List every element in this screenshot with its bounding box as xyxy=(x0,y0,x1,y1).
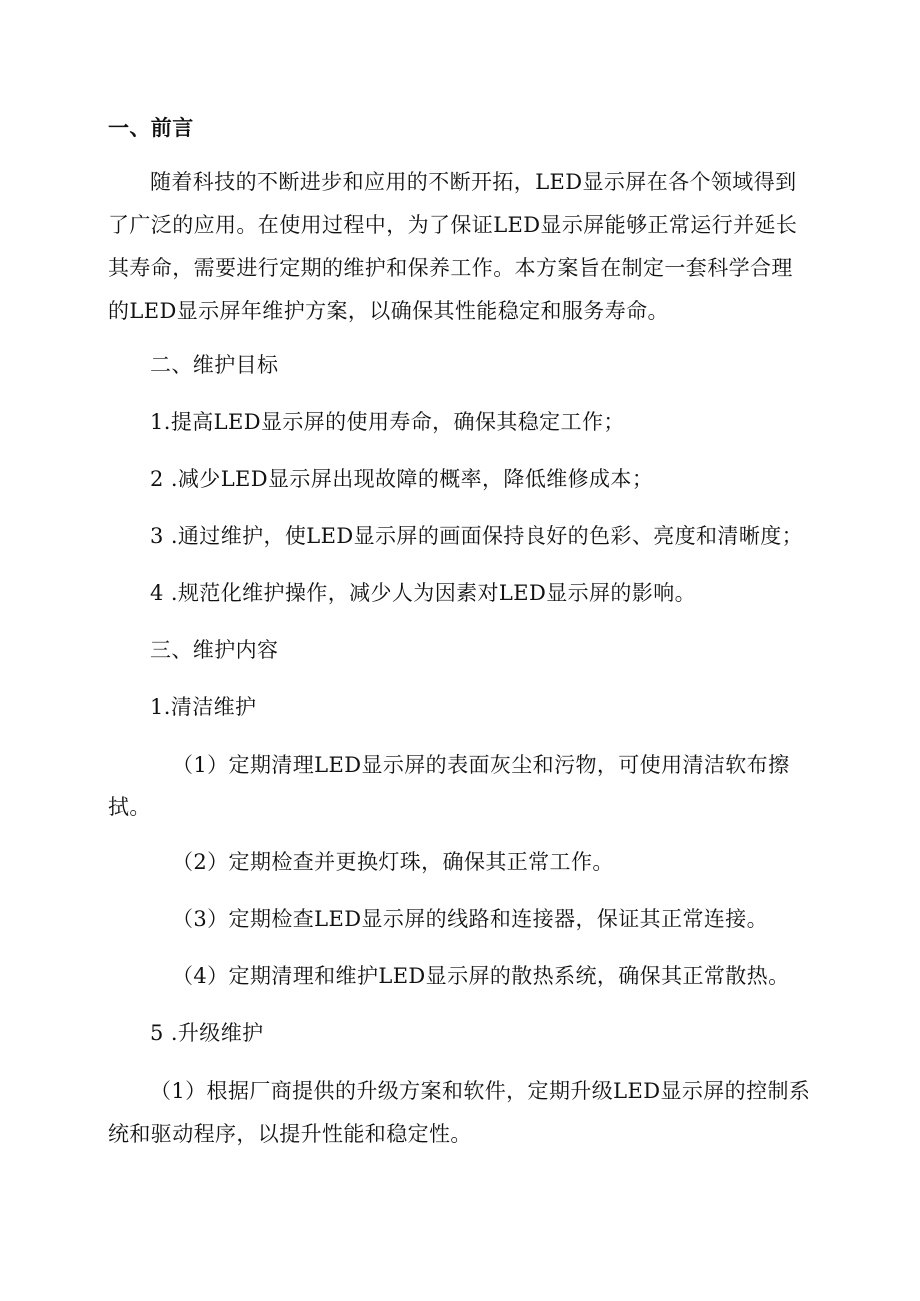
paragraph-line: 随着科技的不断进步和应用的不断开拓，LED显示屏在各个领域得到 xyxy=(150,170,797,194)
goal-item: 1.提高LED显示屏的使用寿命，确保其稳定工作； xyxy=(150,410,625,434)
cleaning-item-continuation: 拭。 xyxy=(108,795,151,819)
upgrade-item-continuation: 统和驱动程序，以提升性能和稳定性。 xyxy=(108,1122,472,1146)
goal-item: 2 .减少LED显示屏出现故障的概率，降低维修成本； xyxy=(150,467,654,491)
subheading-cleaning: 1.清洁维护 xyxy=(150,695,257,719)
goal-item: 3 .通过维护，使LED显示屏的画面保持良好的色彩、亮度和清晰度； xyxy=(150,524,804,548)
paragraph-line: 其寿命，需要进行定期的维护和保养工作。本方案旨在制定一套科学合理 xyxy=(108,256,793,280)
subheading-upgrade: 5 .升级维护 xyxy=(150,1021,264,1045)
upgrade-item: （1）根据厂商提供的升级方案和软件，定期升级LED显示屏的控制系 xyxy=(150,1079,811,1103)
section-heading-content: 三、维护内容 xyxy=(150,638,279,662)
section-heading-goals: 二、维护目标 xyxy=(150,353,279,377)
goal-item: 4 .规范化维护操作，减少人为因素对LED显示屏的影响。 xyxy=(150,581,697,605)
paragraph-line: 的LED显示屏年维护方案，以确保其性能稳定和服务寿命。 xyxy=(108,299,669,323)
section-heading-preface: 一、前言 xyxy=(108,116,194,140)
cleaning-item: （3）定期检查LED显示屏的线路和连接器，保证其正常连接。 xyxy=(172,907,769,931)
cleaning-item: （1）定期清理LED显示屏的表面灰尘和污物，可使用清洁软布擦 xyxy=(172,753,790,777)
cleaning-item: （2）定期检查并更换灯珠，确保其正常工作。 xyxy=(172,850,614,874)
cleaning-item: （4）定期清理和维护LED显示屏的散热系统，确保其正常散热。 xyxy=(172,964,790,988)
paragraph-line: 了广泛的应用。在使用过程中，为了保证LED显示屏能够正常运行并延长 xyxy=(108,213,798,237)
